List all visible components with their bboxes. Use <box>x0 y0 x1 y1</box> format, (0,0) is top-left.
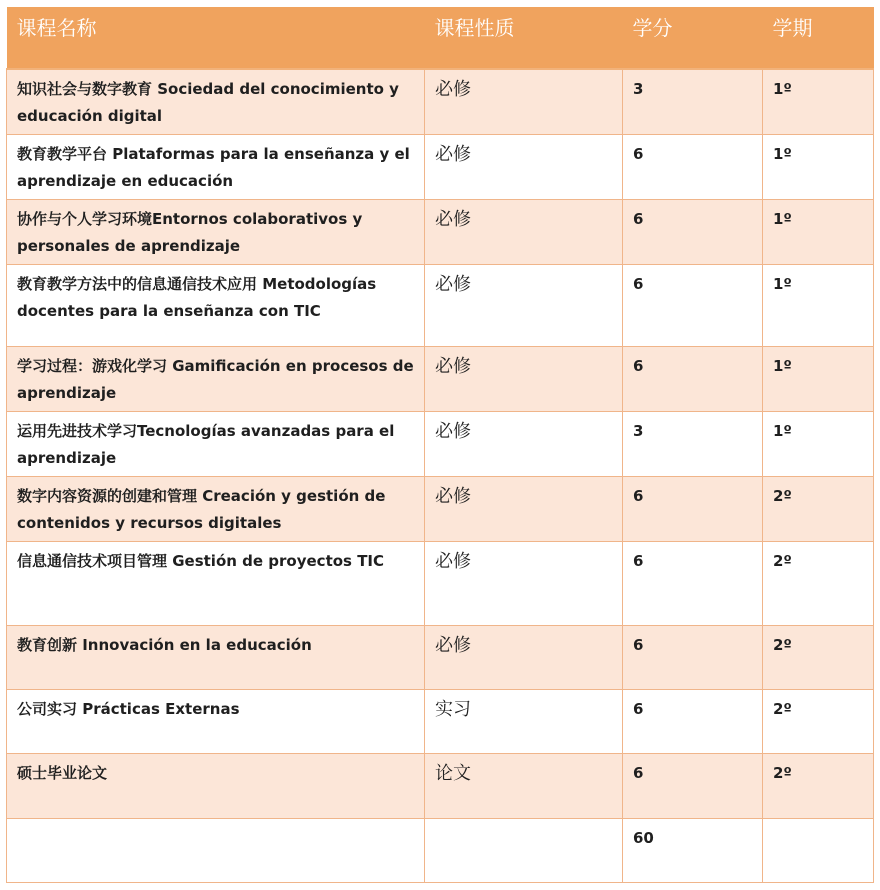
course-nature-cell: 必修 <box>425 412 623 477</box>
course-nature-cell: 必修 <box>425 135 623 200</box>
credits-cell: 6 <box>623 135 763 200</box>
semester-cell: 2º <box>763 754 874 819</box>
table-header-row <box>7 7 874 69</box>
course-name-cell: 教育创新 Innovación en la educación <box>7 626 425 690</box>
table-row <box>7 265 874 347</box>
table-row <box>7 626 874 690</box>
course-name-cell: 协作与个人学习环境Entornos colaborativos y personales de aprendizaje <box>7 200 425 265</box>
course-table <box>6 7 874 883</box>
table-row-total <box>7 819 874 883</box>
course-name-cell: 公司实习 Prácticas Externas <box>7 690 425 754</box>
course-nature-cell: 论文 <box>425 754 623 819</box>
semester-cell: 1º <box>763 412 874 477</box>
course-name-cell: 信息通信技术项目管理 Gestión de proyectos TIC <box>7 542 425 626</box>
course-nature-cell: 必修 <box>425 542 623 626</box>
course-name-cell: 运用先进技术学习Tecnologías avanzadas para el aprendizaje <box>7 412 425 477</box>
header-course-name: 课程名称 <box>7 7 425 69</box>
course-nature-cell: 必修 <box>425 477 623 542</box>
course-name-cell: 学习过程：游戏化学习 Gamificación en procesos de aprendizaje <box>7 347 425 412</box>
credits-cell: 6 <box>623 477 763 542</box>
course-nature-cell: 必修 <box>425 347 623 412</box>
credits-cell: 6 <box>623 347 763 412</box>
semester-cell: 1º <box>763 265 874 347</box>
semester-cell: 1º <box>763 200 874 265</box>
credits-cell: 3 <box>623 412 763 477</box>
course-name-cell <box>7 819 425 883</box>
table-row <box>7 754 874 819</box>
table-row <box>7 69 874 135</box>
credits-cell: 6 <box>623 265 763 347</box>
total-credits-cell: 60 <box>623 819 763 883</box>
course-name-cell: 数字内容资源的创建和管理 Creación y gestión de contenidos y recursos digitales <box>7 477 425 542</box>
table-row <box>7 135 874 200</box>
semester-cell: 1º <box>763 347 874 412</box>
header-course-nature: 课程性质 <box>425 7 623 69</box>
semester-cell: 2º <box>763 477 874 542</box>
credits-cell: 6 <box>623 200 763 265</box>
table-row <box>7 690 874 754</box>
table-row <box>7 200 874 265</box>
credits-cell: 6 <box>623 690 763 754</box>
credits-cell: 3 <box>623 69 763 135</box>
course-nature-cell: 必修 <box>425 265 623 347</box>
course-nature-cell: 必修 <box>425 626 623 690</box>
semester-cell: 2º <box>763 690 874 754</box>
course-nature-cell <box>425 819 623 883</box>
semester-cell: 2º <box>763 542 874 626</box>
course-name-cell: 教育教学平台 Plataformas para la enseñanza y el aprendizaje en educación <box>7 135 425 200</box>
semester-cell: 2º <box>763 626 874 690</box>
course-name-cell: 硕士毕业论文 <box>7 754 425 819</box>
credits-cell: 6 <box>623 626 763 690</box>
course-name-cell: 教育教学方法中的信息通信技术应用 Metodologías docentes para la enseñanza con TIC <box>7 265 425 347</box>
header-semester: 学期 <box>763 7 874 69</box>
credits-cell: 6 <box>623 754 763 819</box>
course-nature-cell: 实习 <box>425 690 623 754</box>
course-nature-cell: 必修 <box>425 200 623 265</box>
table-row <box>7 347 874 412</box>
course-name-cell: 知识社会与数字教育 Sociedad del conocimiento y educación digital <box>7 69 425 135</box>
course-nature-cell: 必修 <box>425 69 623 135</box>
credits-cell: 6 <box>623 542 763 626</box>
table-row <box>7 477 874 542</box>
table-row <box>7 412 874 477</box>
semester-cell: 1º <box>763 135 874 200</box>
semester-cell <box>763 819 874 883</box>
header-credits: 学分 <box>623 7 763 69</box>
semester-cell: 1º <box>763 69 874 135</box>
table-row <box>7 542 874 626</box>
